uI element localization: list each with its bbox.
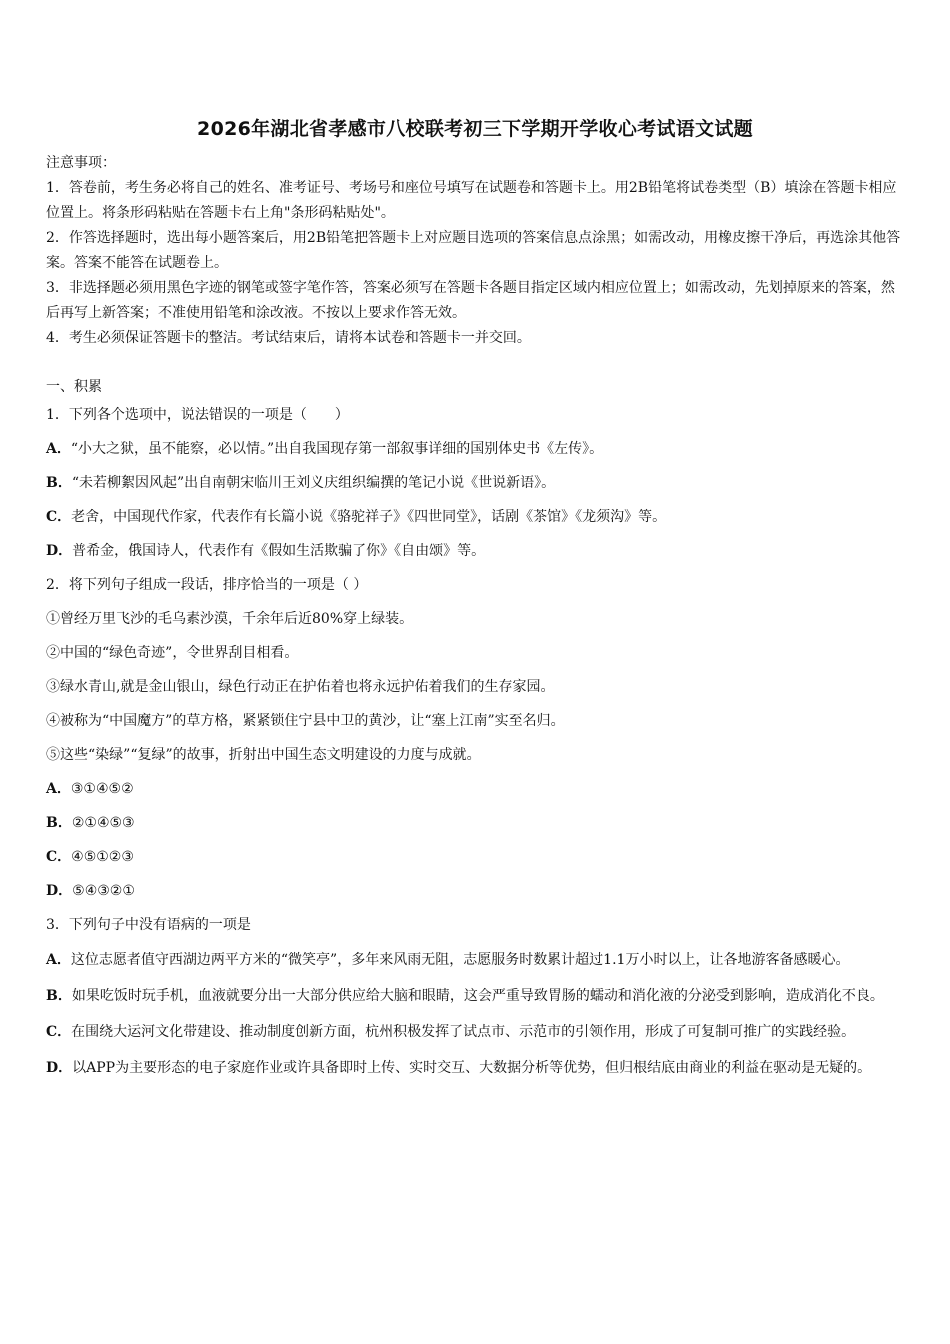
option-text: 在围绕大运河文化带建设、推动制度创新方面，杭州积极发挥了试点市、示范市的引领作用，形成了可复制可推广的实践经验。 xyxy=(71,1024,856,1040)
option-text: 普希金，俄国诗人，代表作有《假如生活欺骗了你》《自由颂》等。 xyxy=(72,543,486,559)
option-label: D． xyxy=(46,543,73,559)
q2-option-a xyxy=(46,772,908,806)
q2-option-d xyxy=(46,874,908,908)
notice-item: 4．考生必须保证答题卡的整洁。考试结束后，请将本试卷和答题卡一并交回。 xyxy=(46,330,531,346)
option-label: A． xyxy=(46,781,71,797)
question-2-stem: 2．将下列句子组成一段话，排序恰当的一项是（ ） xyxy=(46,577,368,593)
section-heading: 一、积累 xyxy=(46,379,102,395)
option-label: A． xyxy=(46,441,71,457)
q2-sentence: ②中国的“绿色奇迹”，令世界刮目相看。 xyxy=(46,645,299,661)
q2-sentence: ①曾经万里飞沙的毛乌素沙漠，千余年后近80%穿上绿装。 xyxy=(46,611,414,627)
notice-block xyxy=(46,151,906,351)
option-text: “未若柳絮因风起”出自南朝宋临川王刘义庆组织编撰的笔记小说《世说新语》。 xyxy=(71,475,556,491)
question-3-stem: 3．下列句子中没有语病的一项是 xyxy=(46,917,251,933)
option-text: 以APP为主要形态的电子家庭作业或许具备即时上传、实时交互、大数据分析等优势，但归根结底由商业的利益在驱动是无疑的。 xyxy=(72,1060,872,1076)
q2-option-c xyxy=(46,840,908,874)
option-text: “小大之狱，虽不能察，必以情。”出自我国现存第一部叙事详细的国别体史书《左传》。 xyxy=(70,441,604,457)
option-text: ⑤④③②① xyxy=(72,883,135,899)
q3-option-d xyxy=(46,1050,908,1086)
option-label: C． xyxy=(46,849,72,865)
option-label: B． xyxy=(46,988,72,1004)
option-label: D． xyxy=(46,1060,73,1076)
option-label: B． xyxy=(46,475,72,491)
q2-option-b xyxy=(46,806,908,840)
option-label: A． xyxy=(46,952,71,968)
option-label: C． xyxy=(46,1024,72,1040)
option-text: 这位志愿者值守西湖边两平方米的“微笑亭”，多年来风雨无阻，志愿服务时数累计超过1.1万小时以上，让各地游客备感暖心。 xyxy=(70,952,850,968)
option-label: D． xyxy=(46,883,73,899)
q1-option-b xyxy=(46,466,908,500)
q3-option-c xyxy=(46,1014,908,1050)
option-text: ④⑤①②③ xyxy=(71,849,134,865)
option-text: ②①④⑤③ xyxy=(71,815,135,831)
option-label: C． xyxy=(46,509,72,525)
q1-option-c xyxy=(46,500,908,534)
option-text: 老舍，中国现代作家，代表作有长篇小说《骆驼祥子》《四世同堂》，话剧《茶馆》《龙须沟》等。 xyxy=(71,509,667,525)
q1-option-d xyxy=(46,534,908,568)
notice-item: 2．作答选择题时，选出每小题答案后，用2B铅笔把答题卡上对应题目选项的答案信息点涂黑；如需改动，用橡皮擦干净后，再选涂其他答案。答案不能答在试题卷上。 xyxy=(46,230,901,271)
question-1-stem: 1．下列各个选项中，说法错误的一项是（ ） xyxy=(46,407,349,423)
q3-option-a xyxy=(46,942,908,978)
notice-heading: 注意事项： xyxy=(46,155,116,171)
section-accumulation xyxy=(46,376,908,1086)
notice-item: 1．答卷前，考生务必将自己的姓名、准考证号、考场号和座位号填写在试题卷和答题卡上。用2B铅笔将试卷类型（B）填涂在答题卡相应位置上。将条形码粘贴在答题卡右上角"条形码粘贴处"。 xyxy=(46,180,897,221)
option-text: ③①④⑤② xyxy=(70,781,134,797)
option-label: B． xyxy=(46,815,72,831)
q3-option-b xyxy=(46,978,908,1014)
q2-sentence: ④被称为“中国魔方”的草方格，紧紧锁住宁县中卫的黄沙，让“塞上江南”实至名归。 xyxy=(46,713,565,729)
notice-item: 3．非选择题必须用黑色字迹的钢笔或签字笔作答，答案必须写在答题卡各题目指定区域内相应位置上；如需改动，先划掉原来的答案，然后再写上新答案；不准使用铅笔和涂改液。不按以上要求作答无效。 xyxy=(46,280,895,321)
option-text: 如果吃饭时玩手机，血液就要分出一大部分供应给大脑和眼睛，这会严重导致胃肠的蠕动和消化液的分泌受到影响，造成消化不良。 xyxy=(71,988,884,1004)
q2-sentence: ③绿水青山,就是金山银山，绿色行动正在护佑着也将永远护佑着我们的生存家园。 xyxy=(46,679,555,695)
q2-sentence: ⑤这些“染绿”“复绿”的故事，折射出中国生态文明建设的力度与成就。 xyxy=(46,747,481,763)
page-title: 2026年湖北省孝感市八校联考初三下学期开学收心考试语文试题 xyxy=(197,118,753,140)
q1-option-a xyxy=(46,432,908,466)
